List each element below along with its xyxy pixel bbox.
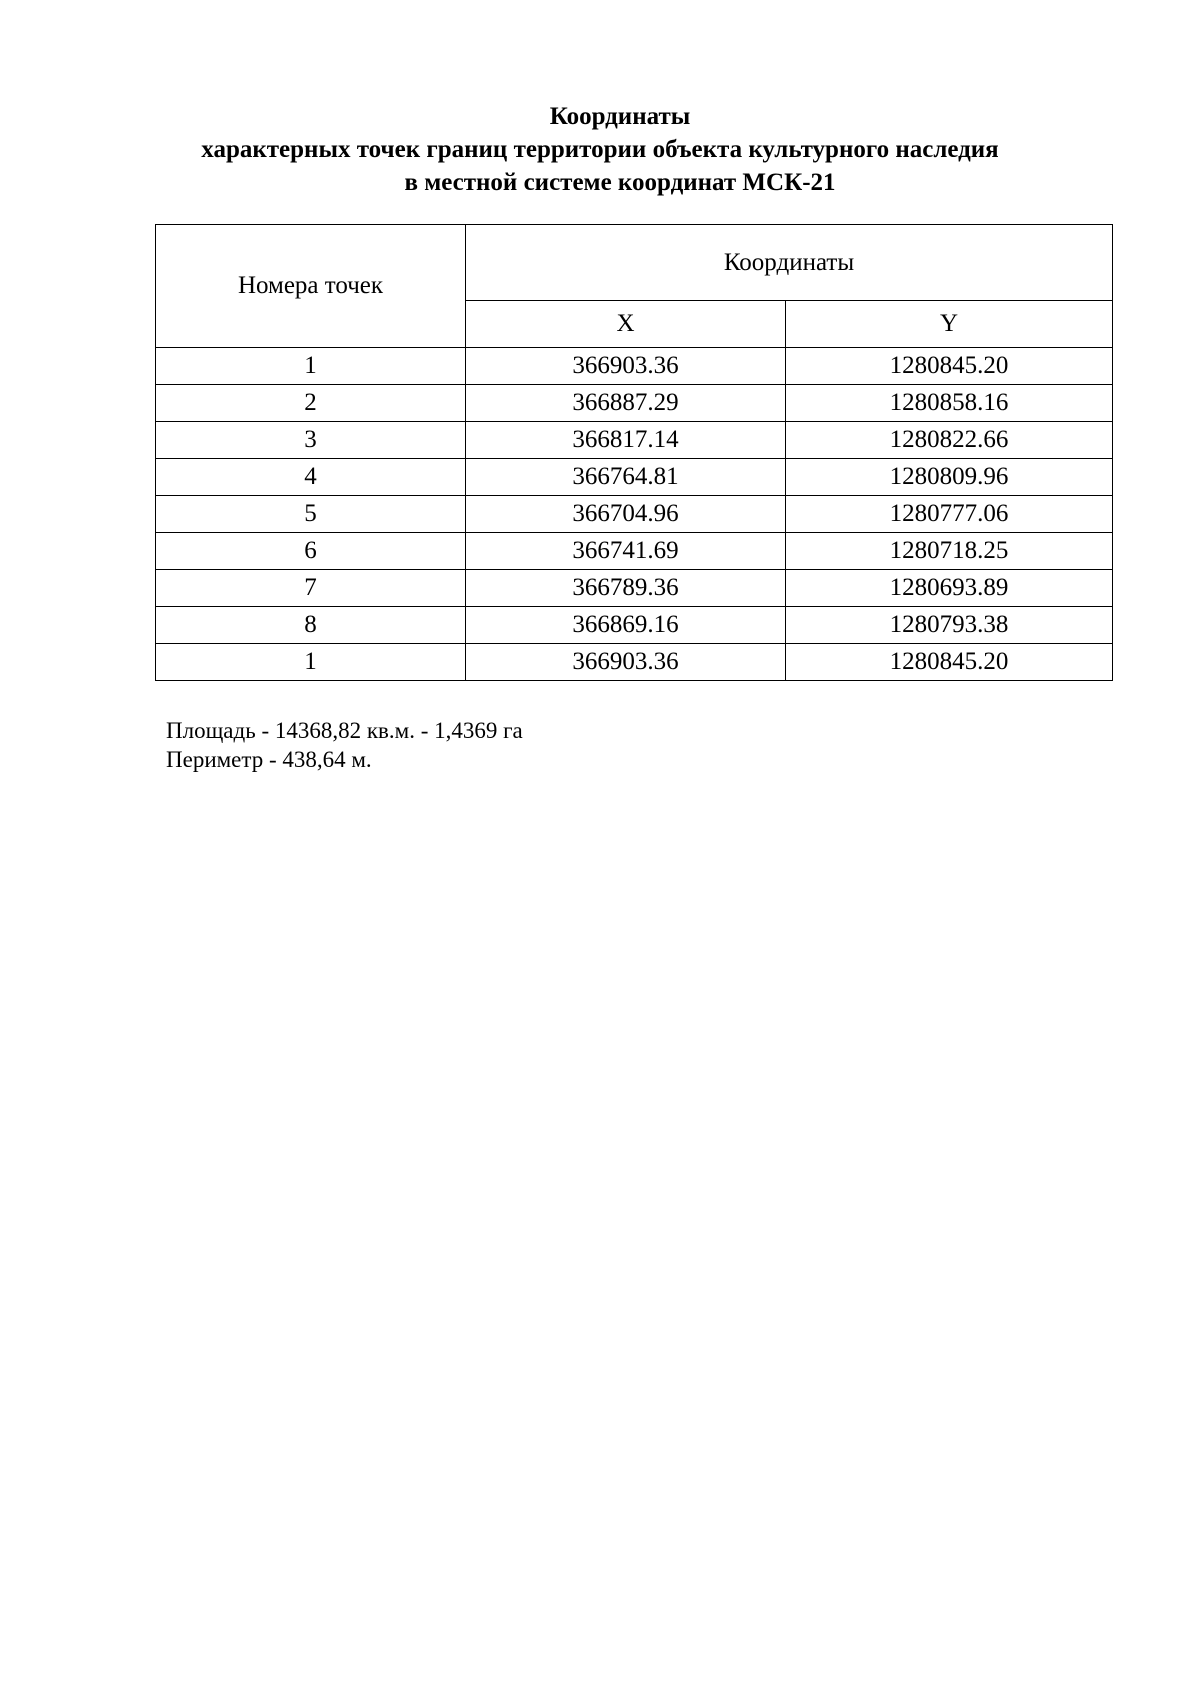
point-number: 3: [156, 422, 466, 459]
header-x: X: [466, 301, 786, 348]
x-value: 366789.36: [466, 570, 786, 607]
point-number: 1: [156, 644, 466, 681]
y-value: 1280793.38: [786, 607, 1113, 644]
table-row: [156, 607, 1113, 644]
table-row: [156, 459, 1113, 496]
table-row: [156, 348, 1113, 385]
point-number: 5: [156, 496, 466, 533]
table-row: [156, 533, 1113, 570]
coordinates-table: [155, 224, 1113, 681]
y-value: 1280718.25: [786, 533, 1113, 570]
summary-block: [166, 716, 523, 774]
header-coordinates: Координаты: [466, 225, 1113, 301]
y-value: 1280822.66: [786, 422, 1113, 459]
x-value: 366887.29: [466, 385, 786, 422]
table-row: [156, 496, 1113, 533]
title-line-3: в местной системе координат МСК-21: [404, 169, 836, 196]
x-value: 366903.36: [466, 348, 786, 385]
point-number: 6: [156, 533, 466, 570]
perimeter-text: Периметр - 438,64 м.: [166, 747, 372, 772]
table-row: [156, 570, 1113, 607]
area-text: Площадь - 14368,82 кв.м. - 1,4369 га: [166, 718, 523, 743]
point-number: 1: [156, 348, 466, 385]
y-value: 1280845.20: [786, 644, 1113, 681]
point-number: 4: [156, 459, 466, 496]
point-number: 7: [156, 570, 466, 607]
y-value: 1280858.16: [786, 385, 1113, 422]
point-number: 2: [156, 385, 466, 422]
x-value: 366903.36: [466, 644, 786, 681]
header-y: Y: [786, 301, 1113, 348]
x-value: 366817.14: [466, 422, 786, 459]
y-value: 1280777.06: [786, 496, 1113, 533]
title-line-1: Координаты: [549, 103, 691, 130]
table-row: [156, 422, 1113, 459]
y-value: 1280845.20: [786, 348, 1113, 385]
x-value: 366869.16: [466, 607, 786, 644]
x-value: 366764.81: [466, 459, 786, 496]
table-row: [156, 644, 1113, 681]
header-point-numbers: Номера точек: [156, 225, 466, 348]
x-value: 366704.96: [466, 496, 786, 533]
document-title: [0, 100, 1200, 199]
y-value: 1280693.89: [786, 570, 1113, 607]
table-row: [156, 385, 1113, 422]
title-line-2: характерных точек границ территории объекта культурного наследия: [201, 136, 999, 163]
x-value: 366741.69: [466, 533, 786, 570]
y-value: 1280809.96: [786, 459, 1113, 496]
point-number: 8: [156, 607, 466, 644]
